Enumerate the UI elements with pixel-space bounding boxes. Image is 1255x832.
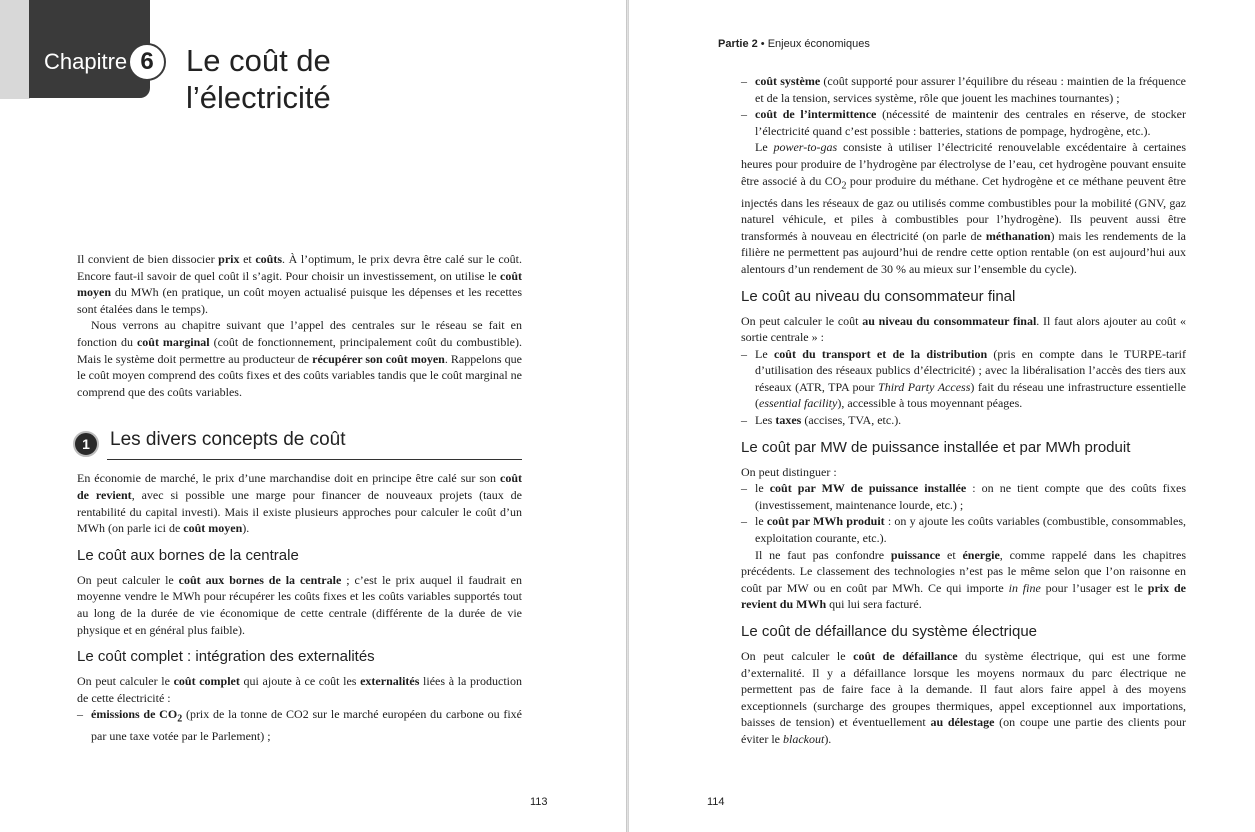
consommateur-paragraph: On peut calculer le coût au niveau du consommateur final. Il faut alors ajouter au coût « sortie centrale » : bbox=[741, 313, 1186, 345]
intro-paragraph-2: Nous verrons au chapitre suivant que l’appel des centrales sur le réseau se fait en fonction du coût marginal (coût de fonctionnement, principalement coût du combustible). Mais le système doit permettre au producteur de récupérer son coût moyen. Rappelons que le coût moyen comprend des coûts fixes et des coûts variables tandis que le coût marginal ne comprend que des coûts variables. bbox=[77, 318, 522, 399]
externalities-list bbox=[77, 706, 522, 745]
chapter-title bbox=[186, 42, 486, 116]
left-text-column bbox=[77, 251, 522, 745]
section-title: Les divers concepts de coût bbox=[110, 429, 346, 451]
complet-paragraph: On peut calculer le coût complet qui ajoute à ce coût les externalités liées à la production de cette électricité : bbox=[77, 674, 522, 705]
chapter-title-line2: l’électricité bbox=[186, 80, 331, 115]
subheading-mw: Le coût par MW de puissance installée et par MWh produit bbox=[741, 438, 1131, 456]
left-page bbox=[0, 0, 626, 832]
list-item-mw: – le coût par MW de puissance installée : on ne tient compte que des coûts fixes (investissement, maintenance lourde, etc.) ; bbox=[741, 481, 1186, 512]
cost-list-continued bbox=[741, 73, 1186, 139]
list-item-taxes: – Les taxes (accises, TVA, etc.). bbox=[741, 413, 902, 428]
intro-paragraph-1: Il convient de bien dissocier prix et coûts. À l’optimum, le prix devra être calé sur le coût. Encore faut-il savoir de quel coût il s’agit. Pour choisir un investissement, on utilise le coût moyen du MWh (en pratique, un coût moyen actualisé puisque les dépenses et les recettes sont étalées dans le temps). bbox=[77, 252, 522, 316]
section-paragraph: En économie de marché, le prix d’une marchandise doit en principe être calé sur son coût de revient, avec si possible une marge pour financer de nouveaux projets (taux de rentabilité du capital investi). Mais il existe plusieurs approches pour calculer le coût d’un MWh (on parle ici de coût moyen). bbox=[77, 471, 522, 536]
page-number-right: 114 bbox=[707, 796, 725, 808]
subheading-bornes: Le coût aux bornes de la centrale bbox=[77, 546, 299, 564]
power-to-gas-paragraph: Le power-to-gas consiste à utiliser l’électricité renouvelable excédentaire à certaines heures pour produire de l’hydrogène par électrolyse de l’eau, cet hydrogène pouvant ensuite être associé à du $CO_2$ pour produire du méthane. Cet hydrogène et ce méthane peuvent être injectés dans les réseaux de gaz ou utilisés comme combustibles pour la mobilité (GNV, gaz naturel véhicule, et piles à combustibles pour l’hydrogène). Ils peuvent aussi être transformés à nouveau en électricité (on parle de méthanation) mais les rendements de la filière ne permettent pas aujourd’hui de rendre cette option rentable (on est aujourd’hui aux alentours d’un rendement de 30 % au mieux sur l’ensemble du cycle). bbox=[741, 140, 1187, 276]
chapter-tab-margin bbox=[0, 0, 30, 99]
bornes-paragraph: On peut calculer le coût aux bornes de la centrale ; c’est le prix auquel il faudrait en moyenne vendre le MWh pour récupérer les coûts fixes et les coûts variables supportés tout au long de la durée de vie économique de cette centrale (différente de la durée de vie physique et en général plus faible). bbox=[77, 572, 522, 637]
running-head: Partie 2 • Enjeux économiques bbox=[718, 38, 870, 50]
list-item-co2: – émissions de $CO_2$ (prix de la tonne de CO2 sur le marché européen du carbone ou fixé par une taxe votée par le Parlement) ; bbox=[77, 707, 522, 744]
list-item-transport: – Le coût du transport et de la distribution (pris en compte dans le TURPE-tarif d’utilisation des réseaux publics d’électricité) ; avec la libéralisation l’accès des tiers aux réseaux (ATR, TPA pour Third Party Access) fait du réseau une infrastructure essentielle (essential facility), accessible à tous moyennant péages. bbox=[741, 346, 1186, 411]
subheading-complet: Le coût complet : intégration des externalités bbox=[77, 648, 375, 666]
consumer-cost-list bbox=[741, 346, 1186, 429]
chapter-label: Chapitre bbox=[44, 49, 128, 74]
mw-intro: On peut distinguer : bbox=[741, 464, 837, 479]
chapter-title-line1: Le coût de bbox=[186, 43, 331, 78]
mw-cost-list bbox=[741, 480, 1186, 546]
defaillance-paragraph: On peut calculer le coût de défaillance du système électrique, qui est une forme d’externalité. Il y a défaillance lorsque les moyens normaux du parc électrique ne permettent pas de faire face à la demande. Il faut alors faire appel à des moyens exceptionnels (surcharge des groupes thermiques, appel exceptionnel aux importations, baisses de tension) et éventuellement au délestage (on coupe une partie des clients pour éviter le blackout). bbox=[741, 649, 1186, 746]
section-underline bbox=[107, 459, 522, 460]
chapter-number: 6 bbox=[128, 43, 166, 81]
section-heading bbox=[77, 430, 522, 460]
mw-paragraph: Il ne faut pas confondre puissance et énergie, comme rappelé dans les chapitres précédents. Le classement des technologies n’est pas le même selon que l’on raisonne en coût par MW ou en coût par MWh. Ce qui importe in fine pour l’usager est le prix de revient du MWh qui lui sera facturé. bbox=[741, 547, 1186, 612]
page-number-left: 113 bbox=[530, 796, 548, 808]
subheading-consommateur: Le coût au niveau du consommateur final bbox=[741, 287, 1016, 305]
subheading-defaillance: Le coût de défaillance du système électrique bbox=[741, 623, 1038, 641]
section-number-badge: 1 bbox=[73, 431, 99, 457]
list-item-mwh: – le coût par MWh produit : on y ajoute les coûts variables (combustible, consommables, exploitation courante, etc.). bbox=[741, 514, 1186, 546]
right-text-column bbox=[741, 73, 1186, 748]
list-item-intermittence: – coût de l’intermittence (nécessité de maintenir des centrales en réserve, de stocker l’électricité quand c’est possible : batteries, stations de pompage, hydrogène, etc.). bbox=[741, 107, 1186, 138]
list-item-systeme: – coût système (coût supporté pour assurer l’équilibre du réseau : maintien de la fréquence et de la tension, services système, rôle que jouent les machines tournantes) ; bbox=[741, 74, 1186, 105]
